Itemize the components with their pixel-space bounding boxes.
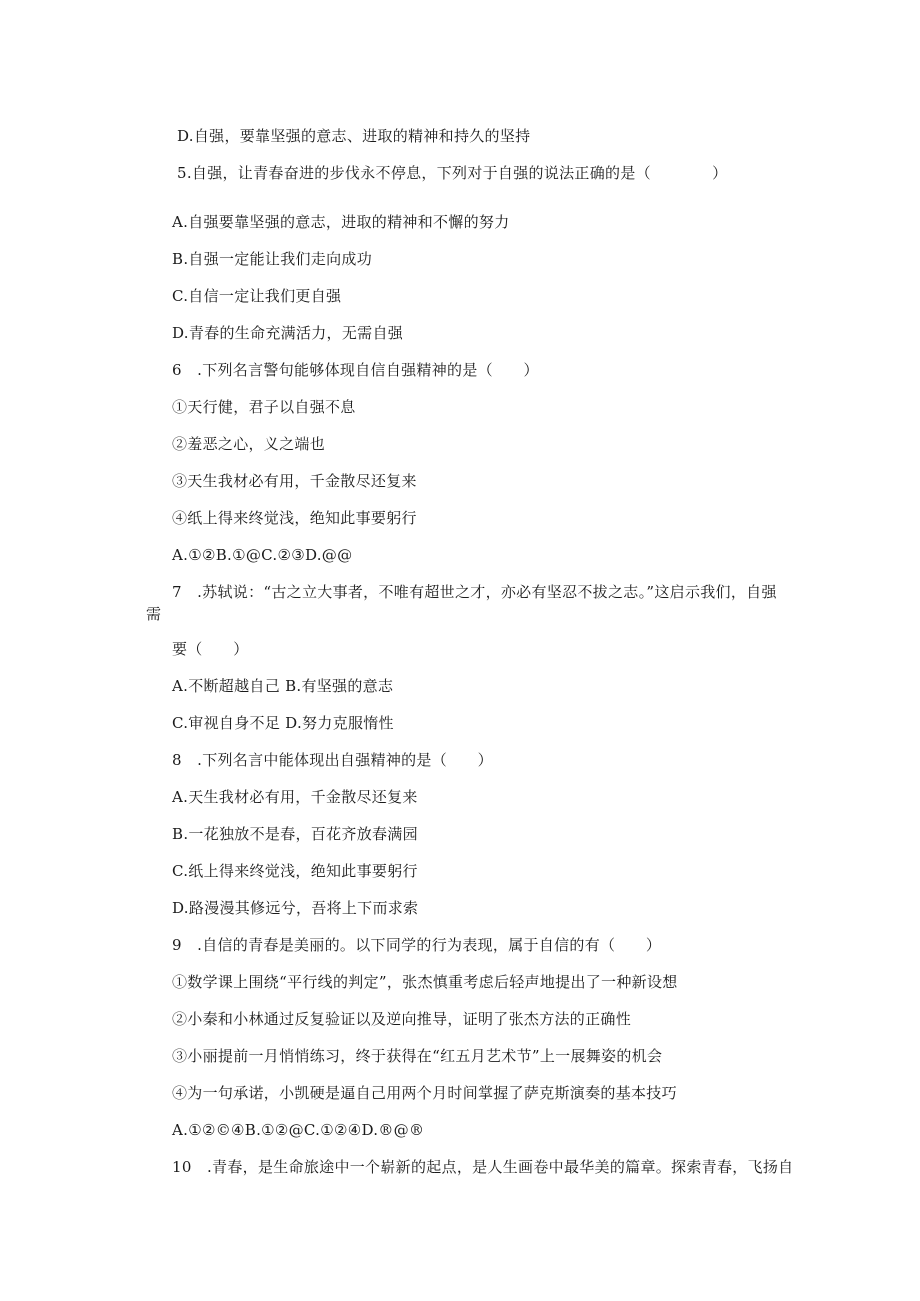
q6-item-3: ③天生我材必有用，千金散尽还复来 [172, 472, 417, 490]
q8-stem: 8 .下列名言中能体现出自强精神的是（ ） [172, 751, 493, 769]
q7-stem-end: 要（ ） [172, 640, 249, 658]
q9-item-1: ①数学课上围绕“平行线的判定”，张杰慎重考虑后轻声地提出了一种新设想 [172, 973, 678, 991]
q5-option-d: D.青春的生命充满活力，无需自强 [172, 324, 404, 342]
q9-item-4: ④为一句承诺，小凯硬是逼自己用两个月时间掌握了萨克斯演奏的基本技巧 [172, 1084, 677, 1102]
q9-item-3: ③小丽提前一月悄悄练习，终于获得在“红五月艺术节”上一展舞姿的机会 [172, 1047, 663, 1065]
q7-stem: 7 .苏轼说：“古之立大事者，不唯有超世之才，亦必有坚忍不拔之志。”这启示我们，自强 [172, 583, 777, 601]
q8-option-d: D.路漫漫其修远兮，吾将上下而求索 [172, 899, 419, 917]
q6-options: A.①②B.①@C.②③D.@@ [172, 546, 353, 564]
q5-option-c: C.自信一定让我们更自强 [172, 287, 342, 305]
q6-item-4: ④纸上得来终觉浅，绝知此事要躬行 [172, 509, 417, 527]
q8-option-c: C.纸上得来终觉浅，绝知此事要躬行 [172, 862, 418, 880]
q7-stem-wrap: 需 [146, 605, 162, 623]
q6-item-1: ①天行健，君子以自强不息 [172, 398, 356, 416]
q8-option-a: A.天生我材必有用，千金散尽还复来 [172, 788, 418, 806]
q8-option-b: B.一花独放不是春，百花齐放春满园 [172, 825, 418, 843]
q7-options-ab: A.不断超越自己 B.有坚强的意志 [172, 677, 394, 695]
q7-options-cd: C.审视自身不足 D.努力克服惰性 [172, 714, 394, 732]
q4-option-d: D.自强，要靠坚强的意志、进取的精神和持久的坚持 [177, 127, 531, 145]
q5-option-a: A.自强要靠坚强的意志，进取的精神和不懈的努力 [172, 213, 510, 231]
q9-options: A.①②©④B.①②@C.①②④D.®@® [172, 1121, 425, 1139]
q10-stem: 10 .青春，是生命旅途中一个崭新的起点，是人生画卷中最华美的篇章。探索青春，飞扬自 [172, 1158, 794, 1176]
q9-stem: 9 .自信的青春是美丽的。以下同学的行为表现，属于自信的有（ ） [172, 936, 662, 954]
q5-stem: 5.自强，让青春奋进的步伐永不停息，下列对于自强的说法正确的是（ ） [177, 164, 728, 182]
q6-item-2: ②羞恶之心，义之端也 [172, 435, 326, 453]
q5-option-b: B.自强一定能让我们走向成功 [172, 250, 372, 268]
q6-stem: 6 .下列名言警句能够体现自信自强精神的是（ ） [172, 361, 539, 379]
q9-item-2: ②小秦和小林通过反复验证以及逆向推导，证明了张杰方法的正确性 [172, 1010, 632, 1028]
